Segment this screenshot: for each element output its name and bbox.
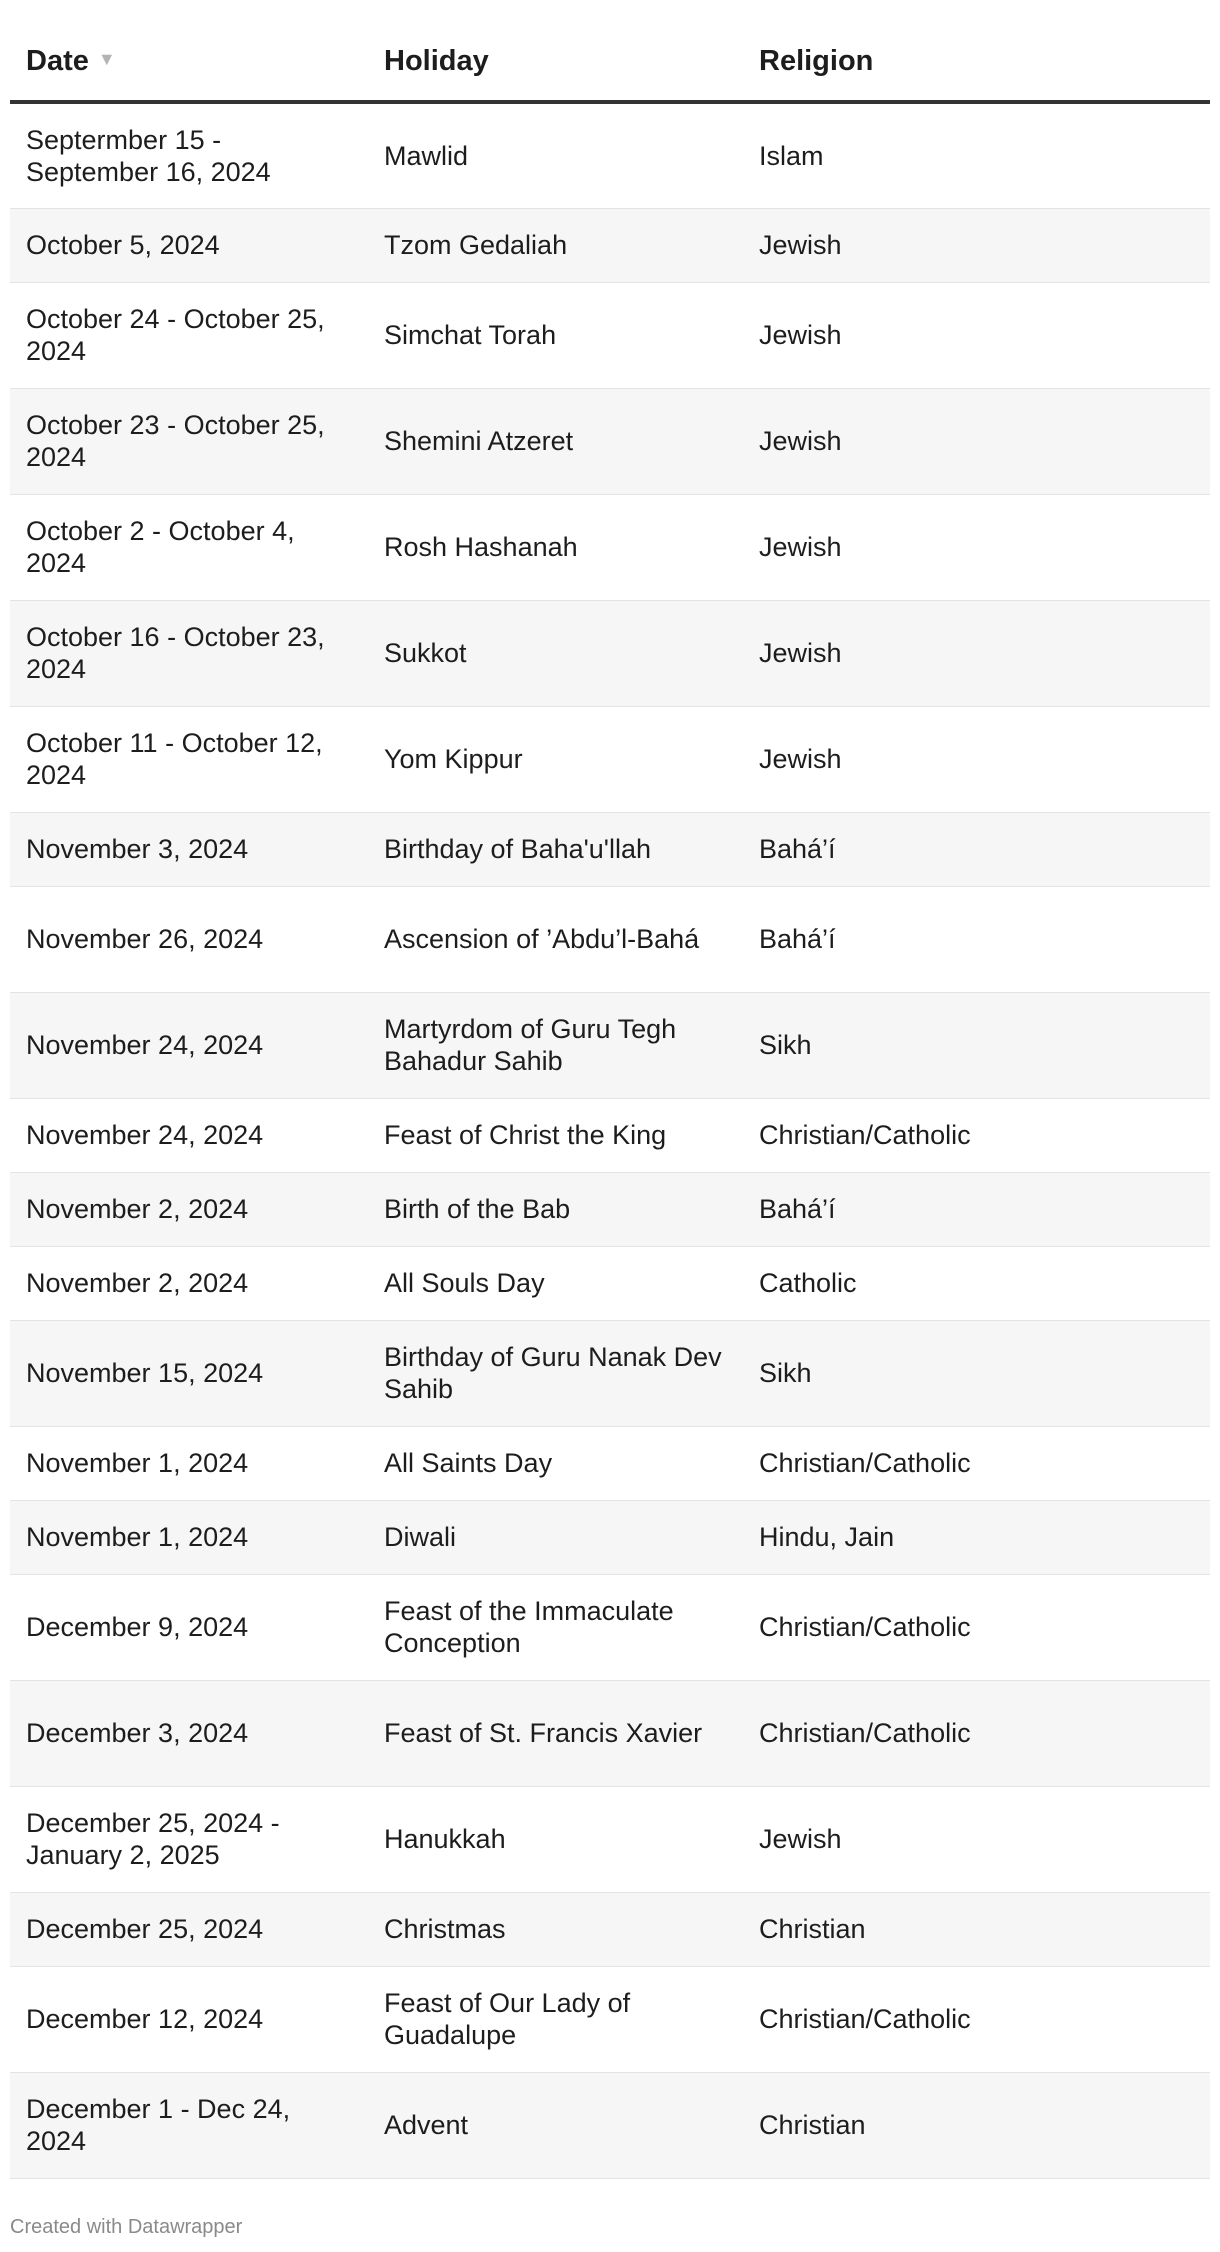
religion-cell: Christian/Catholic [743,1680,1210,1786]
holiday-cell: Feast of Christ the King [368,1098,743,1172]
table-row [10,1574,1210,1680]
date-cell: October 24 - October 25, 2024 [10,282,368,388]
date-cell: November 24, 2024 [10,1098,368,1172]
religion-cell: Jewish [743,706,1210,812]
holiday-cell: Birthday of Baha'u'llah [368,812,743,886]
religion-cell: Christian/Catholic [743,1426,1210,1500]
religion-cell: Christian/Catholic [743,1574,1210,1680]
religion-cell: Hindu, Jain [743,1500,1210,1574]
holiday-cell: Mawlid [368,102,743,208]
religion-cell: Jewish [743,600,1210,706]
religion-cell: Bahá’í [743,1172,1210,1246]
date-cell: November 1, 2024 [10,1500,368,1574]
religion-cell: Jewish [743,282,1210,388]
religion-cell: Bahá’í [743,812,1210,886]
holiday-cell: Simchat Torah [368,282,743,388]
table-row [10,706,1210,812]
table-row [10,388,1210,494]
holiday-cell: Hanukkah [368,1786,743,1892]
holiday-cell: All Souls Day [368,1246,743,1320]
date-cell: October 23 - October 25, 2024 [10,388,368,494]
date-cell: November 1, 2024 [10,1426,368,1500]
date-cell: October 5, 2024 [10,208,368,282]
holiday-table [10,22,1210,2179]
table-row [10,812,1210,886]
table-row [10,102,1210,208]
date-cell: December 1 - Dec 24, 2024 [10,2072,368,2178]
holiday-cell: Ascension of ’Abdu’l-Bahá [368,886,743,992]
holiday-cell: Birthday of Guru Nanak Dev Sahib [368,1320,743,1426]
date-cell: December 25, 2024 - January 2, 2025 [10,1786,368,1892]
religion-cell: Christian [743,2072,1210,2178]
date-cell: December 25, 2024 [10,1892,368,1966]
column-header-religion[interactable]: Religion [743,22,1210,102]
table-row [10,1172,1210,1246]
date-cell: October 16 - October 23, 2024 [10,600,368,706]
table-row [10,1426,1210,1500]
holiday-cell: Yom Kippur [368,706,743,812]
table-row [10,282,1210,388]
date-cell: December 3, 2024 [10,1680,368,1786]
holiday-cell: Feast of the Immaculate Conception [368,1574,743,1680]
date-cell: November 15, 2024 [10,1320,368,1426]
date-cell: October 2 - October 4, 2024 [10,494,368,600]
table-row [10,208,1210,282]
religion-cell: Sikh [743,1320,1210,1426]
table-header [10,22,1210,102]
date-cell: November 2, 2024 [10,1172,368,1246]
holiday-cell: Tzom Gedaliah [368,208,743,282]
datawrapper-credit[interactable]: Created with Datawrapper [10,2216,243,2238]
table-row [10,1098,1210,1172]
table-row [10,1892,1210,1966]
table-row [10,1500,1210,1574]
date-cell: December 12, 2024 [10,1966,368,2072]
table-row [10,1786,1210,1892]
date-cell: November 26, 2024 [10,886,368,992]
table-row [10,494,1210,600]
table-row [10,1966,1210,2072]
holiday-cell: Christmas [368,1892,743,1966]
holiday-cell: Shemini Atzeret [368,388,743,494]
table-row [10,1246,1210,1320]
holiday-cell: Birth of the Bab [368,1172,743,1246]
table-row [10,992,1210,1098]
sort-descending-icon[interactable]: ▼ [97,49,116,70]
date-cell: November 2, 2024 [10,1246,368,1320]
religion-cell: Jewish [743,208,1210,282]
religion-cell: Jewish [743,1786,1210,1892]
date-cell: November 3, 2024 [10,812,368,886]
holiday-cell: Martyrdom of Guru Tegh Bahadur Sahib [368,992,743,1098]
date-cell: November 24, 2024 [10,992,368,1098]
column-header-date[interactable] [10,22,368,102]
holiday-cell: Feast of St. Francis Xavier [368,1680,743,1786]
holiday-cell: Advent [368,2072,743,2178]
holiday-cell: Feast of Our Lady of Guadalupe [368,1966,743,2072]
religion-cell: Sikh [743,992,1210,1098]
holiday-cell: Diwali [368,1500,743,1574]
religion-cell: Islam [743,102,1210,208]
table-row [10,886,1210,992]
religion-cell: Christian [743,1892,1210,1966]
religion-cell: Jewish [743,494,1210,600]
religion-cell: Bahá’í [743,886,1210,992]
header-row [10,22,1210,102]
holiday-cell: All Saints Day [368,1426,743,1500]
table-row [10,1320,1210,1426]
table-body [10,102,1210,2178]
religion-cell: Catholic [743,1246,1210,1320]
holiday-cell: Rosh Hashanah [368,494,743,600]
table-row [10,600,1210,706]
date-cell: October 11 - October 12, 2024 [10,706,368,812]
religion-cell: Christian/Catholic [743,1098,1210,1172]
date-cell: December 9, 2024 [10,1574,368,1680]
table-row [10,1680,1210,1786]
holiday-cell: Sukkot [368,600,743,706]
column-header-date-label: Date [26,44,89,77]
date-cell: Septermber 15 - September 16, 2024 [10,102,368,208]
religion-cell: Christian/Catholic [743,1966,1210,2072]
table-row [10,2072,1210,2178]
column-header-holiday[interactable]: Holiday [368,22,743,102]
religion-cell: Jewish [743,388,1210,494]
